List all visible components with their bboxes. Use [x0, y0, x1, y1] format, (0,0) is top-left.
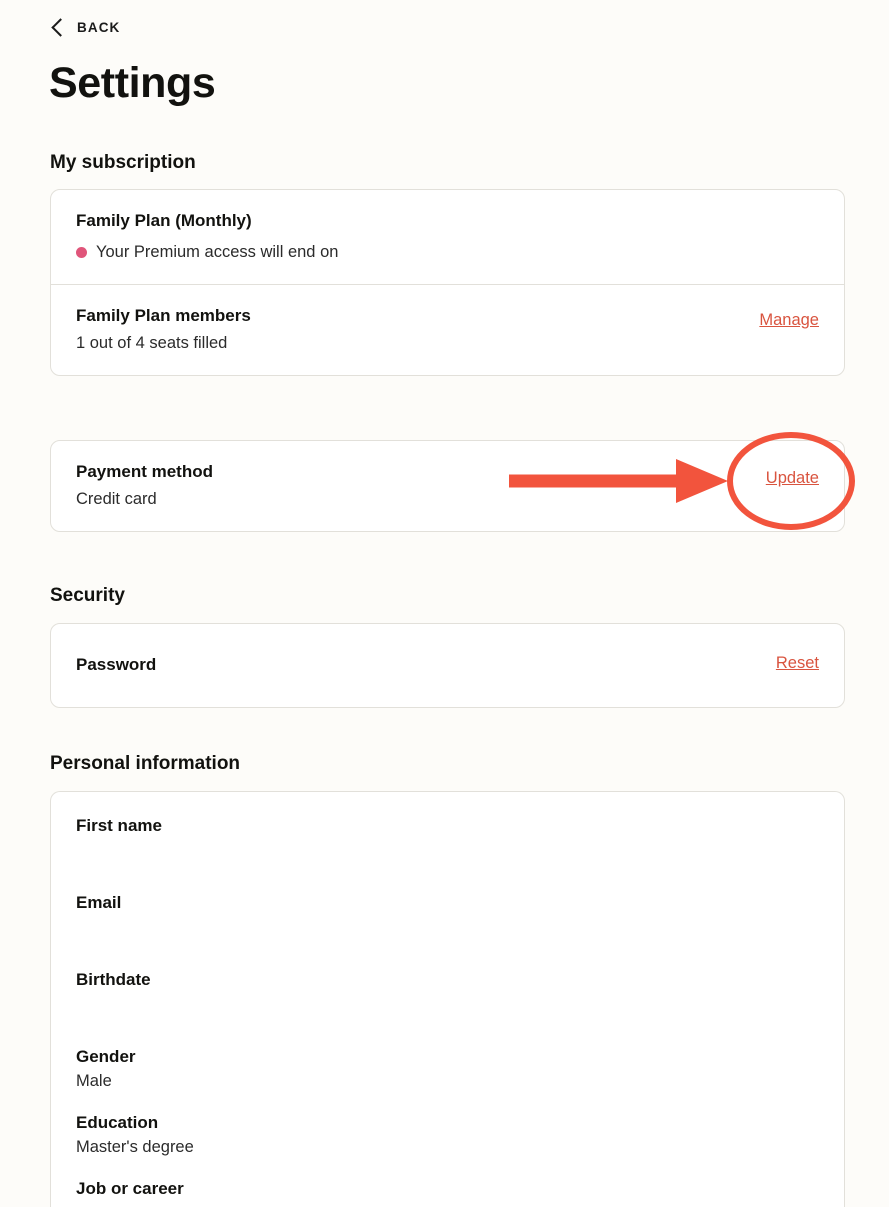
- members-row: [51, 284, 844, 375]
- section-heading-subscription: My subscription: [50, 152, 196, 173]
- section-heading-personal: Personal information: [50, 753, 241, 774]
- field-email[interactable]: [51, 864, 844, 941]
- status-dot-icon: [76, 247, 87, 258]
- plan-row: [51, 190, 844, 284]
- security-card: [50, 623, 845, 708]
- plan-title: Family Plan (Monthly): [76, 211, 252, 230]
- password-title: Password: [76, 655, 157, 674]
- field-value: Master's degree: [76, 1138, 194, 1156]
- personal-information-card: [50, 791, 845, 1207]
- field-value: [76, 841, 819, 864]
- field-job-or-career[interactable]: [51, 1157, 844, 1199]
- members-subtitle: 1 out of 4 seats filled: [76, 333, 228, 352]
- reset-password-link[interactable]: Reset: [775, 654, 819, 672]
- payment-title: Payment method: [76, 462, 213, 481]
- field-value: [76, 918, 819, 941]
- members-title: Family Plan members: [76, 306, 251, 326]
- back-button-label: BACK: [77, 20, 121, 35]
- plan-status: [76, 241, 819, 264]
- payment-row: [51, 441, 844, 531]
- password-row: [51, 624, 844, 707]
- field-value: [76, 995, 819, 1018]
- field-label: Job or career: [76, 1179, 184, 1198]
- manage-members-link[interactable]: Manage: [759, 311, 819, 330]
- field-gender[interactable]: [51, 1018, 844, 1091]
- field-label: Gender: [76, 1047, 136, 1066]
- field-education[interactable]: [51, 1091, 844, 1157]
- subscription-card: [50, 189, 845, 376]
- field-first-name[interactable]: [51, 792, 844, 864]
- plan-status-text: Your Premium access will end on: [96, 242, 339, 261]
- page-title: Settings: [49, 59, 216, 107]
- back-button[interactable]: [51, 20, 120, 35]
- field-label: First name: [76, 816, 162, 835]
- field-label: Email: [76, 893, 122, 912]
- payment-subtitle: Credit card: [76, 489, 157, 508]
- chevron-left-icon: [51, 20, 66, 35]
- update-payment-link[interactable]: Update: [765, 469, 819, 487]
- field-value: Male: [76, 1072, 112, 1090]
- field-label: Education: [76, 1113, 159, 1132]
- field-label: Birthdate: [76, 970, 151, 989]
- payment-method-card: [50, 440, 845, 532]
- section-heading-security: Security: [50, 585, 125, 606]
- field-birthdate[interactable]: [51, 941, 844, 1018]
